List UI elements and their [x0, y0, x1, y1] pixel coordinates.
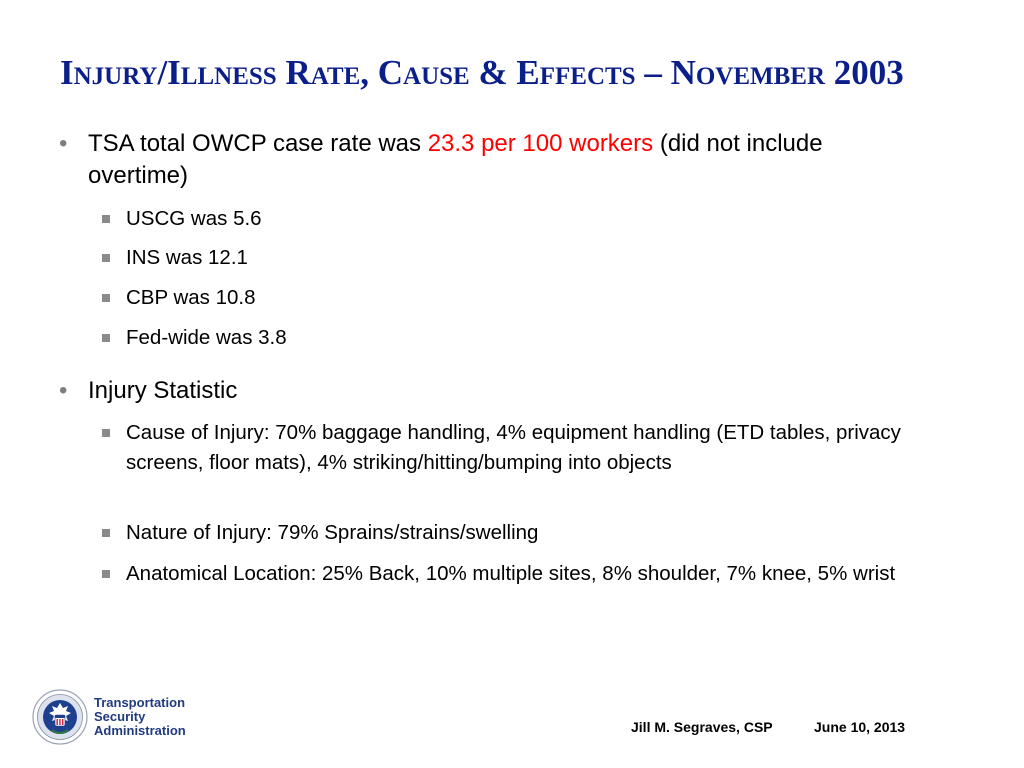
- sub-bullet-nature: [126, 518, 926, 548]
- square-bullet-icon: [102, 529, 110, 537]
- owcp-rate-note: (did not include overtime): [88, 130, 823, 189]
- sub-bullet-cbp: [126, 283, 926, 313]
- sub-bullet-fed-wide: [126, 323, 926, 353]
- tsa-logo-wordmark: [94, 696, 186, 738]
- square-bullet-icon: [102, 294, 110, 302]
- sub-bullet-cause: [126, 418, 926, 478]
- owcp-rate-highlight: 23.3 per 100 workers: [427, 130, 654, 157]
- square-bullet-icon: [102, 215, 110, 223]
- sub-bullet-text: Nature of Injury: 79% Sprains/strains/swelling: [126, 521, 539, 544]
- logo-line: Security: [94, 709, 146, 724]
- sub-bullet-text: USCG was 5.6: [126, 207, 262, 230]
- logo-line: Administration: [94, 723, 186, 738]
- bullet-injury-statistic: [59, 375, 908, 407]
- sub-bullet-ins: [126, 243, 926, 273]
- bullet-dot-icon: •: [59, 130, 68, 157]
- sub-bullet-anatomical: [126, 559, 926, 589]
- square-bullet-icon: [102, 570, 110, 578]
- presenter-name: Jill M. Segraves, CSP: [631, 719, 773, 735]
- bullet-owcp-rate: [59, 128, 908, 192]
- injury-statistic-text: Injury Statistic: [88, 377, 238, 404]
- logo-line: Transportation: [94, 695, 186, 710]
- dhs-seal-icon: [32, 689, 88, 745]
- sub-bullet-uscg: [126, 204, 926, 234]
- sub-bullet-text: Anatomical Location: 25% Back, 10% multiple sites, 8% shoulder, 7% knee, 5% wrist: [126, 562, 896, 585]
- square-bullet-icon: [102, 254, 110, 262]
- slide-title: Injury/Illness Rate, Cause & Effects – November 2003: [60, 53, 904, 92]
- presentation-date: June 10, 2013: [814, 719, 906, 735]
- sub-bullet-text: Fed-wide was 3.8: [126, 326, 287, 349]
- square-bullet-icon: [102, 429, 110, 437]
- sub-bullet-text: Cause of Injury: 70% baggage handling, 4% equipment handling (ETD tables, privacy screens, floor mats), 4% striking/hitting/bumping into objects: [126, 421, 901, 474]
- tsa-logo: [32, 689, 212, 747]
- sub-bullet-text: CBP was 10.8: [126, 286, 256, 309]
- bullet-dot-icon: •: [59, 377, 68, 404]
- square-bullet-icon: [102, 334, 110, 342]
- sub-bullet-text: INS was 12.1: [126, 246, 248, 269]
- owcp-rate-text: TSA total OWCP case rate was: [88, 130, 428, 157]
